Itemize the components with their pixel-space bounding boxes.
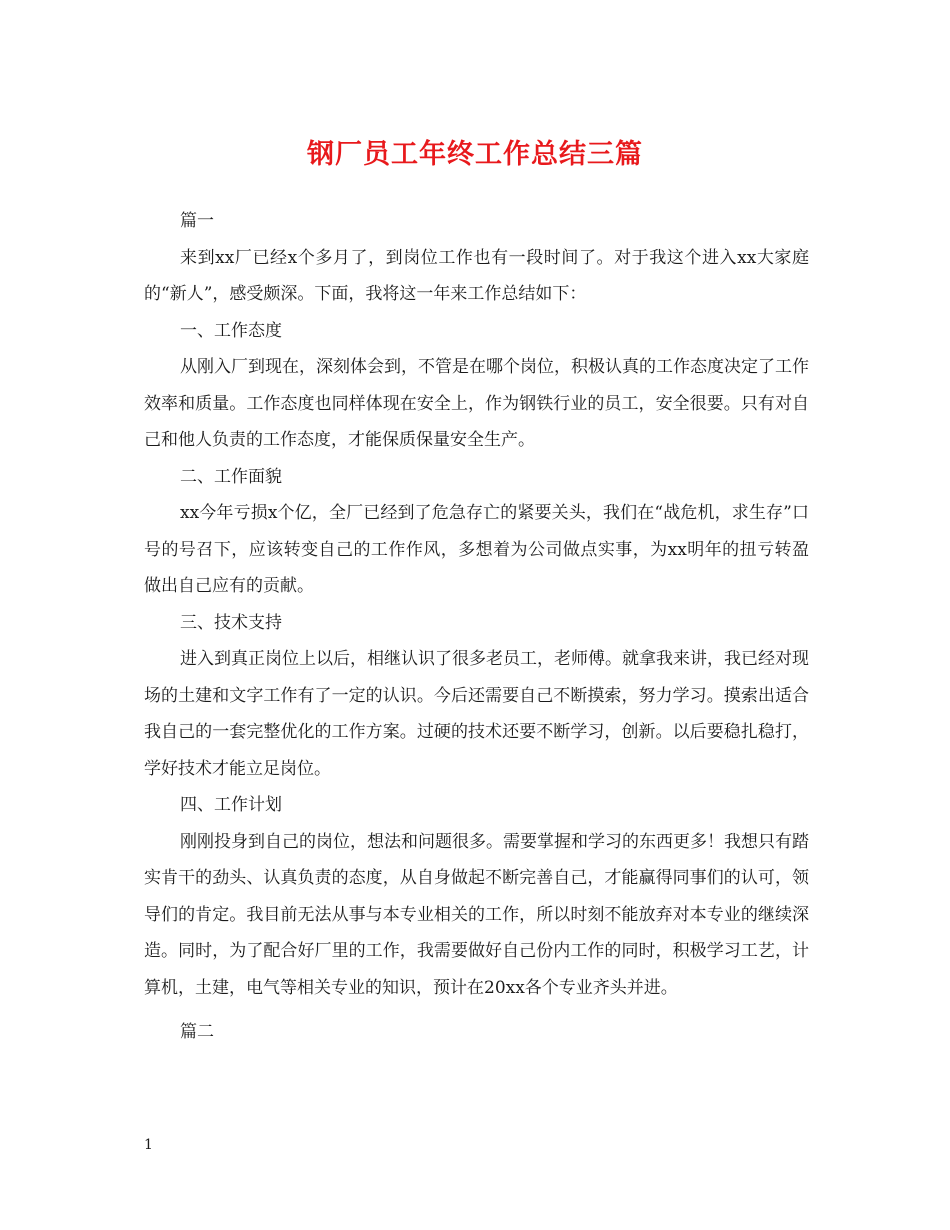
section-label-1: 篇一 bbox=[180, 211, 214, 231]
heading-technical-support: 三、技术支持 bbox=[180, 612, 282, 633]
paragraph-work-appearance: xx今年亏损x个亿，全厂已经到了危急存亡的紧要关头，我们在“战危机，求生存”口号的号召下，应该转变自己的工作作风，多想着为公司做点实事，为xx明年的扭亏转盈做出自己应有的贡献。 bbox=[144, 503, 809, 596]
intro-paragraph: 来到xx厂已经x个多月了，到岗位工作也有一段时间了。对于我这个进入xx大家庭的“新人”，感受颇深。下面，我将这一年来工作总结如下： bbox=[144, 247, 809, 304]
page-number: 1 bbox=[144, 1137, 153, 1153]
paragraph-work-attitude: 从刚入厂到现在，深刻体会到，不管是在哪个岗位，积极认真的工作态度决定了工作效率和质量。工作态度也同样体现在安全上，作为钢铁行业的员工，安全很要。只有对自己和他人负责的工作态度，才能保质保量安全生产。 bbox=[144, 357, 809, 450]
section-gap bbox=[144, 1006, 809, 1014]
paragraph-technical-support: 进入到真正岗位上以后，相继认识了很多老员工，老师傅。就拿我来讲，我已经对现场的土建和文字工作有了一定的认识。今后还需要自己不断摸索，努力学习。摸索出适合我自己的一套完整优化的工作方案。过硬的技术还要不断学习，创新。以后要稳扎稳打，学好技术才能立足岗位。 bbox=[144, 649, 809, 779]
paragraph-work-plan: 刚刚投身到自己的岗位，想法和问题很多。需要掌握和学习的东西更多！我想只有踏实肯干的劲头、认真负责的态度，从自身做起不断完善自己，才能赢得同事们的认可，领导们的肯定。我目前无法从事与本专业相关的工作，所以时刻不能放弃对本专业的继续深造。同时，为了配合好厂里的工作，我需要做好自己份内工作的同时，积极学习工艺，计算机，土建，电气等相关专业的知识，预计在20xx各个专业齐头并进。 bbox=[144, 831, 809, 998]
document-title: 钢厂员工年终工作总结三篇 bbox=[307, 139, 643, 170]
heading-work-attitude: 一、工作态度 bbox=[180, 320, 282, 341]
section-label-2: 篇二 bbox=[180, 1022, 214, 1042]
document-body bbox=[144, 203, 809, 1051]
heading-work-plan: 四、工作计划 bbox=[180, 795, 282, 815]
heading-work-appearance: 二、工作面貌 bbox=[180, 466, 282, 487]
